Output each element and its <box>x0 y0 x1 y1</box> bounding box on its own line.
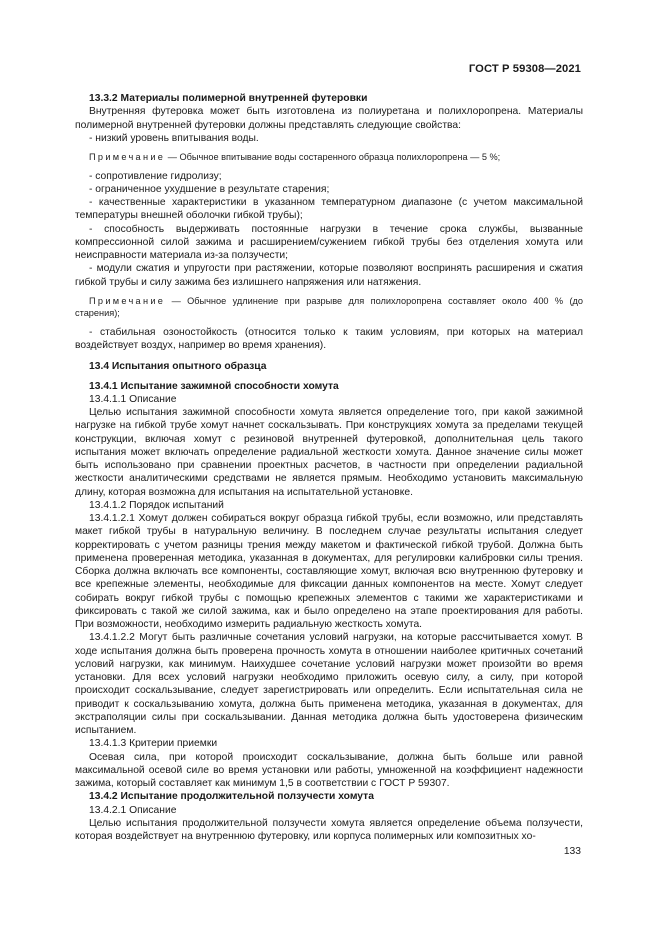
note-water-absorption <box>75 151 583 164</box>
paragraph-clamp-test-purpose: Целью испытания зажимной способности хомута является определение того, при какой зажимной нагрузке на гибкой трубе хомут начнет соскальзывать. При конструкциях хомута за пределами текущей конструкции, включая хомут с резиновой внутренней футеровкой, дополнительная цель такого испытания может включать определение радиальной жесткости хомута. Данное значение силы может быть использовано при сравнении проектных расчетов, в частности при определении радиальной жесткости аналитическими средствами не является прямым. Необходимо установить максимальную длину, которая возможна для испытания на испытательной установке. <box>75 407 583 498</box>
paragraph-13-4-1-2-2: 13.4.1.2.2 Могут быть различные сочетания условий нагрузки, на которые рассчитывается хомут. В ходе испытания должна быть проверена прочность хомута в отношении наиболее критичных сочетаний условий нагрузки, как минимум. Наихудшее сочетание условий нагрузки может произойти во время установки. Для всех условий нагрузки необходимо приложить осевую силу, а силу, при которой происходит соскальзывание, следует зарегистрировать или определить. Если испытательная сила не приводит к соскальзыванию хомута, должна быть применена методика, указанная в документах, для экстраполяции силы при соскальзывании. Данная методика должна быть удостоверена физическим испытанием. <box>75 632 583 736</box>
section-heading-13-3-2: 13.3.2 Материалы полимерной внутренней футеровки <box>89 93 368 104</box>
list-item-moduli: - модули сжатия и упругости при растяжении, которые позволяют воспринять расширения и сжатия гибкой трубы и силу зажима без излишнего напряжения или натяжения. <box>75 263 583 288</box>
note-text: — Обычное впитывание воды состаренного образца полихлоропрена — 5 %; <box>165 152 501 162</box>
section-heading-13-4: 13.4 Испытания опытного образца <box>89 361 267 373</box>
paragraph-creep-test-purpose: Целью испытания продолжительной ползучести хомута является определение объема ползучести, которая воздействует на внутреннюю футеровку, или корпуса полимерных или композитных хо- <box>75 817 583 842</box>
document-code-header: ГОСТ Р 59308—2021 <box>468 63 581 75</box>
subheading-13-4-1-1: 13.4.1.1 Описание <box>89 393 177 405</box>
note-text: — Обычное удлинение при разрыве для полихлоропрена составляет около 400 % (до старения); <box>75 295 583 319</box>
list-item-sustained-loads: - способность выдерживать постоянные нагрузки в течение срока службы, вызванные компрессионной силой зажима и расширением/сужением гибкой трубы без отделения хомута или неисправности материала из-за ползучести; <box>75 223 583 261</box>
paragraph-13-4-1-2-1: 13.4.1.2.1 Хомут должен собираться вокруг образца гибкой трубы, если возможно, или представлять макет гибкой трубы в натуральную величину. В последнем случае результаты испытания следует корректировать с учетом разницы трения между макетом и фактической гибкой трубой. Должна быть применена проверенная методика, указанная в документах, для регулировки калибровки силы трения. Сборка должна включать все компоненты, составляющие хомут, включая всю внутреннюю футеровку и все крепежные элементы, необходимые для фиксации данных компонентов на месте. Хомут следует собирать вокруг гибкой трубы с помощью крепежных элементов с такими же характеристиками и фиксировать с такой же силой зажима, как и было определено на этапе проектирования для работы. При возможности, необходимо измерить радиальную жесткость хомута. <box>75 513 583 630</box>
paragraph-lining-materials: Внутренняя футеровка может быть изготовлена из полиуретана и полихлоропрена. Материалы полимерной внутренней футеровки должны представлять следующие свойства: <box>75 106 583 131</box>
section-heading-13-4-1: 13.4.1 Испытание зажимной способности хомута <box>89 380 339 392</box>
list-item-water-absorption: - низкий уровень впитывания воды. <box>89 132 259 144</box>
list-item-hydrolysis: - сопротивление гидролизу; <box>89 170 222 182</box>
subheading-13-4-1-3: 13.4.1.3 Критерии приемки <box>89 738 218 750</box>
subheading-13-4-2-1: 13.4.2.1 Описание <box>89 804 177 816</box>
list-item-temperature: - качественные характеристики в указанном температурном диапазоне (с учетом максимальной температуры внешней оболочки гибкой трубы); <box>75 197 583 222</box>
section-heading-13-4-2: 13.4.2 Испытание продолжительной ползучести хомута <box>89 791 374 803</box>
list-item-aging: - ограниченное ухудшение в результате старения; <box>89 183 330 195</box>
paragraph-acceptance-criteria: Осевая сила, при которой происходит соскальзывание, должна быть больше или равной максимальной осевой силе во время установки или работы, умноженной на коэффициент надежности зажима, который составляет как минимум 1,5 в соответствии с ГОСТ Р 59307. <box>75 751 583 789</box>
note-lead: Примечание <box>89 295 166 306</box>
note-elongation <box>75 295 583 320</box>
page-content <box>75 92 583 843</box>
list-item-ozone: - стабильная озоностойкость (относится только к таким условиям, при которых на материал воздействует воздух, например во время хранения). <box>75 326 583 351</box>
note-lead: Примечание <box>89 152 166 162</box>
page-number: 133 <box>563 846 581 857</box>
subheading-13-4-1-2: 13.4.1.2 Порядок испытаний <box>89 499 224 511</box>
